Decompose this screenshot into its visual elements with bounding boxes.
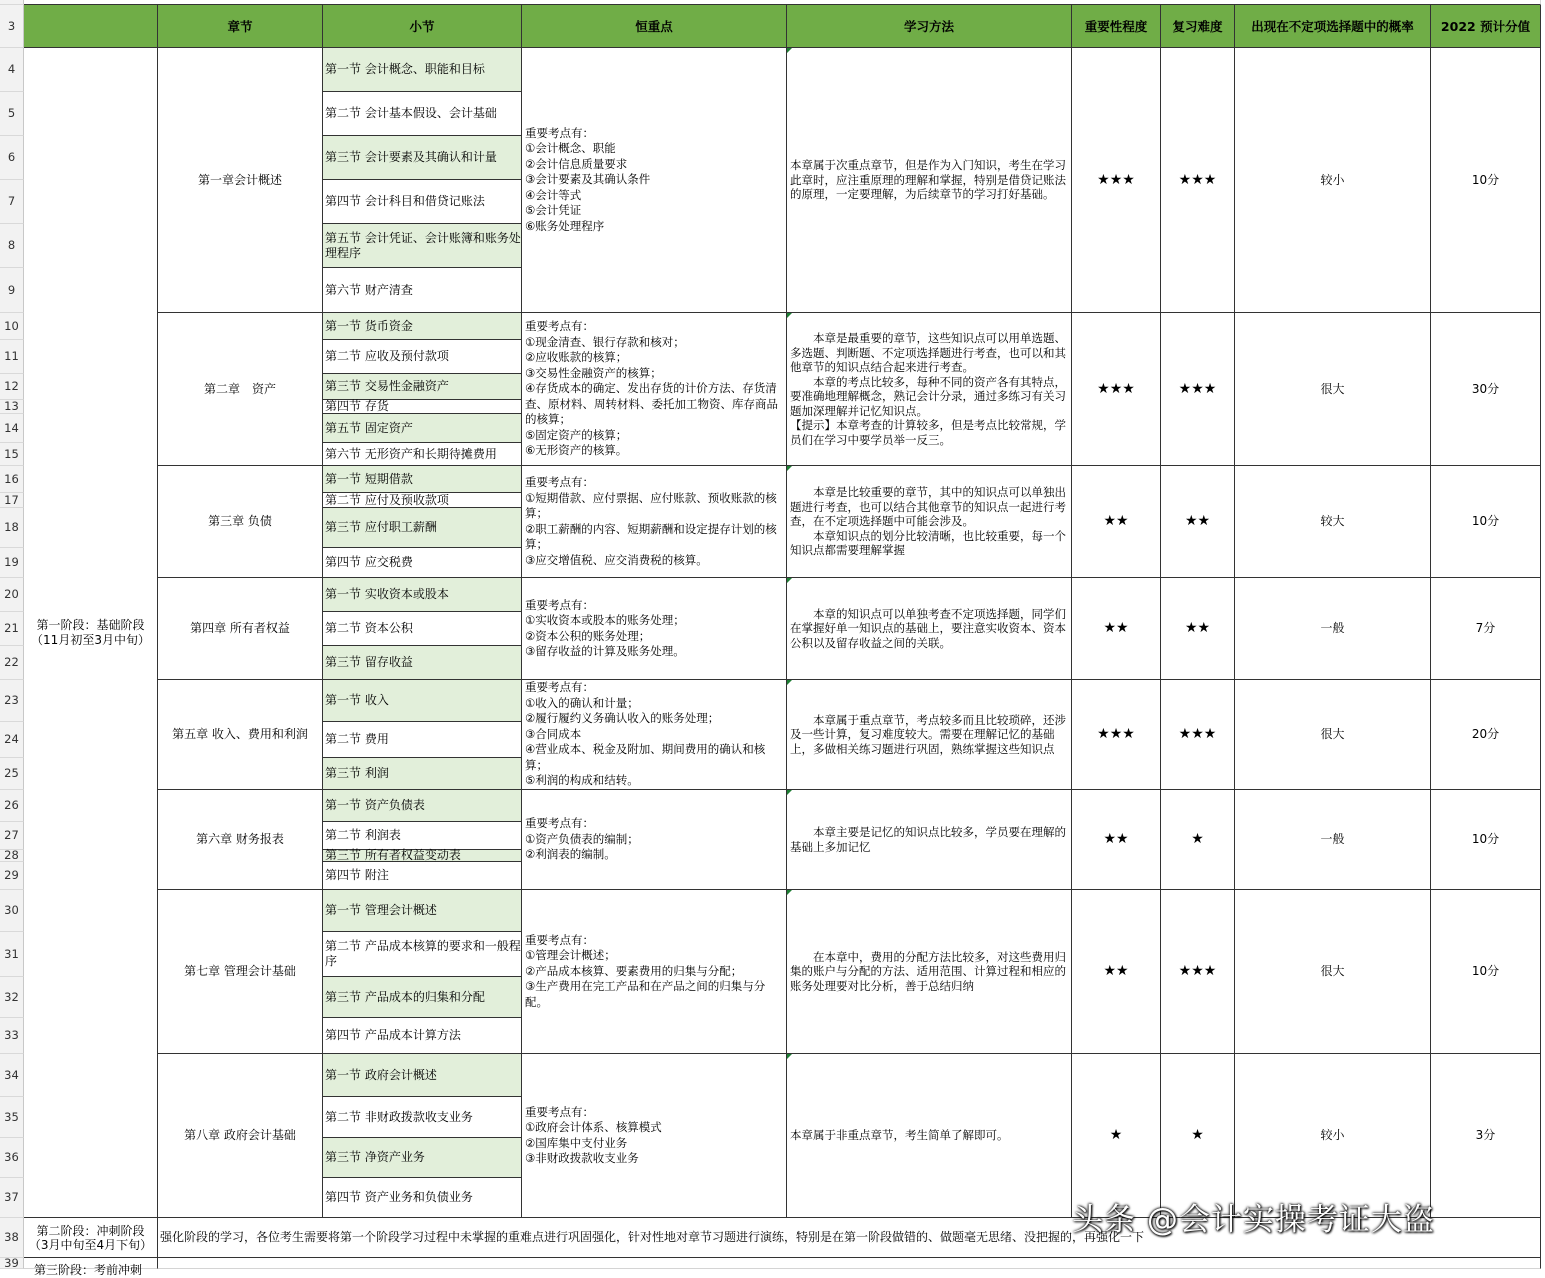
header-difficulty-text: 复习难度 <box>1172 18 1223 34</box>
score-cell-text: 10分 <box>1471 172 1500 187</box>
difficulty-cell-text: ★★★ <box>1178 380 1217 397</box>
key-points-cell[interactable] <box>522 313 787 466</box>
score-cell[interactable] <box>1431 890 1541 1054</box>
study-method-cell[interactable] <box>787 313 1072 466</box>
section-cell-text: 第二节 资本公积 <box>325 621 413 635</box>
section-cell-text: 第四节 会计科目和借贷记账法 <box>325 194 485 208</box>
header-section[interactable] <box>323 5 522 48</box>
row-header-21[interactable] <box>0 612 24 646</box>
row-header-10[interactable] <box>0 313 24 340</box>
section-cell[interactable] <box>323 977 522 1018</box>
chapter-name-cell-text: 第五章 收入、费用和利润 <box>172 727 308 741</box>
study-method-cell[interactable] <box>787 1054 1072 1218</box>
row-header-17[interactable] <box>0 493 24 508</box>
section-cell[interactable] <box>323 862 522 890</box>
section-cell-text: 第一节 政府会计概述 <box>325 1067 437 1082</box>
section-cell[interactable] <box>323 313 522 340</box>
section-cell[interactable] <box>323 414 522 443</box>
row-header-36[interactable] <box>0 1138 24 1178</box>
row-header-4-text: 4 <box>7 62 16 76</box>
row-header-26-text: 26 <box>4 798 19 812</box>
stage-3-cell[interactable] <box>24 1258 158 1277</box>
row-header-32-text: 32 <box>4 989 19 1004</box>
difficulty-cell-text: ★★★ <box>1178 171 1217 188</box>
probability-cell[interactable] <box>1235 466 1431 578</box>
chapter-name-cell[interactable] <box>158 578 323 680</box>
section-cell[interactable] <box>323 466 522 493</box>
importance-cell[interactable] <box>1072 890 1161 1054</box>
section-cell-text: 第二节 应付及预收款项 <box>325 492 449 507</box>
importance-cell-text: ★★★ <box>1097 171 1135 188</box>
key-points-cell[interactable] <box>522 48 787 313</box>
row-header-9[interactable] <box>0 268 24 313</box>
chapter-name-cell-text: 第二章 资产 <box>203 381 276 396</box>
row-header-27-text: 27 <box>4 828 19 842</box>
difficulty-cell[interactable] <box>1161 790 1235 890</box>
section-cell-text: 第三节 所有者权益变动表 <box>325 848 461 862</box>
header-key-points[interactable] <box>522 5 787 48</box>
key-points-cell-text: 重要考点有： ①收入的确认和计量； ②履行履约义务确认收入的账务处理； ③合同成本 ④营业成本、税金及附加、期间费用的确认和核算； ⑤利润的构成和结转。 <box>525 680 766 788</box>
score-cell-text: 10分 <box>1471 964 1500 978</box>
section-cell-text: 第三节 交易性金融资产 <box>325 379 449 393</box>
row-header-25[interactable] <box>0 758 24 790</box>
row-header-38[interactable] <box>0 1218 24 1258</box>
header-section-text: 小节 <box>409 18 435 34</box>
header-probability[interactable] <box>1235 5 1431 48</box>
row-header-17-text: 17 <box>4 492 19 507</box>
study-method-cell-text: 本章主要是记忆的知识点比较多，学员要在理解的基础上多加记忆 <box>790 825 1066 854</box>
section-cell-text: 第五节 固定资产 <box>325 420 413 435</box>
row-header-25-text: 25 <box>4 766 19 780</box>
comment-indicator <box>787 790 792 795</box>
chapter-name-cell[interactable] <box>158 1054 323 1218</box>
study-method-cell[interactable] <box>787 48 1072 313</box>
chapter-name-cell[interactable] <box>158 890 323 1054</box>
row-header-22[interactable] <box>0 646 24 680</box>
row-header-12-text: 12 <box>4 379 19 393</box>
row-header-7[interactable] <box>0 180 24 224</box>
section-cell-text: 第六节 财产清查 <box>325 282 413 297</box>
chapter-name-cell[interactable] <box>158 680 323 790</box>
probability-cell-text: 较小 <box>1320 1128 1345 1142</box>
row-header-7-text: 7 <box>7 194 16 208</box>
row-header-23[interactable] <box>0 680 24 722</box>
difficulty-cell-text: ★ <box>1191 1127 1204 1143</box>
row-header-32[interactable] <box>0 977 24 1018</box>
key-points-cell-text: 重要考点有： ①实收资本或股本的账务处理； ②资本公积的账务处理； ③留存收益的计算及账务处理。 <box>525 597 685 658</box>
section-cell[interactable] <box>323 612 522 646</box>
score-cell-text: 3分 <box>1475 1128 1496 1142</box>
key-points-cell[interactable] <box>522 466 787 578</box>
section-cell-text: 第二节 产品成本核算的要求和一般程序 <box>325 939 521 968</box>
key-points-cell[interactable] <box>522 680 787 790</box>
section-cell-text: 第一节 收入 <box>325 693 389 707</box>
probability-cell-text: 较小 <box>1320 172 1345 187</box>
comment-indicator <box>787 578 792 583</box>
importance-cell-text: ★★ <box>1103 513 1129 529</box>
chapter-name-cell-text: 第四章 所有者权益 <box>190 621 290 635</box>
probability-cell-text: 较大 <box>1320 514 1345 528</box>
section-cell[interactable] <box>323 850 522 862</box>
study-method-cell-text: 在本章中，费用的分配方法比较多，对这些费用归集的账户与分配的方法、适用范围、计算过程和相应的账务处理要对比分析，善于总结归纳 <box>790 949 1066 993</box>
row-header-36-text: 36 <box>4 1150 19 1164</box>
section-cell-text: 第六节 无形资产和长期待摊费用 <box>325 446 497 461</box>
header-method-text: 学习方法 <box>903 18 954 34</box>
score-cell-text: 10分 <box>1471 514 1500 528</box>
chapter-name-cell-text: 第一章会计概述 <box>197 172 282 187</box>
comment-indicator <box>787 1054 792 1059</box>
section-cell-text: 第四节 产品成本计算方法 <box>325 1028 461 1042</box>
header-chapter[interactable] <box>158 5 323 48</box>
importance-cell-text: ★ <box>1109 1127 1123 1143</box>
probability-cell[interactable] <box>1235 790 1431 890</box>
section-cell[interactable] <box>323 646 522 680</box>
row-header-28-text: 28 <box>4 848 19 862</box>
key-points-cell-text: 重要考点有： ①会计概念、职能 ②会计信息质量要求 ③会计要素及其确认条件 ④会计等式 ⑤会计凭证 ⑥账务处理程序 <box>525 125 651 233</box>
section-cell[interactable] <box>323 224 522 268</box>
section-cell[interactable] <box>323 136 522 180</box>
difficulty-cell[interactable] <box>1161 578 1235 680</box>
section-cell-text: 第二节 非财政拨款收支业务 <box>325 1109 473 1124</box>
row-header-16-text: 16 <box>4 471 19 486</box>
section-cell-text: 第三节 会计要素及其确认和计量 <box>325 150 497 164</box>
row-header-38-text: 38 <box>4 1230 19 1244</box>
row-header-8-text: 8 <box>7 238 16 252</box>
score-cell[interactable] <box>1431 313 1541 466</box>
importance-cell-text: ★★ <box>1103 620 1129 636</box>
row-header-21-text: 21 <box>4 621 19 635</box>
section-cell-text: 第五节 会计凭证、会计账簿和账务处理程序 <box>325 230 521 260</box>
key-points-cell[interactable] <box>522 578 787 680</box>
row-header-12[interactable] <box>0 374 24 400</box>
chapter-name-cell[interactable] <box>158 790 323 890</box>
row-header-26[interactable] <box>0 790 24 822</box>
header-method[interactable] <box>787 5 1072 48</box>
header-score[interactable] <box>1431 5 1541 48</box>
row-header-11-text: 11 <box>4 349 19 363</box>
difficulty-cell-text: ★★★ <box>1178 726 1217 742</box>
section-cell[interactable] <box>323 722 522 758</box>
stage-2-cell-text: 第二阶段：冲刺阶段 （3月中旬至4月下旬） <box>28 1223 153 1252</box>
comment-indicator <box>787 466 792 471</box>
section-cell-text: 第三节 利润 <box>325 766 389 780</box>
stage-2-description-cell-text: 强化阶段的学习，各位考生需要将第一个阶段学习过程中未掌握的重难点进行巩固强化，针对性地对章节习题进行演练，特别是在第一阶段做错的、做题毫无思绪、没把握的，再强化一下 <box>160 1230 1145 1244</box>
section-cell[interactable] <box>323 443 522 466</box>
chapter-name-cell[interactable] <box>158 48 323 313</box>
section-cell-text: 第一节 短期借款 <box>325 471 413 486</box>
row-header-37[interactable] <box>0 1178 24 1218</box>
importance-cell-text: ★★★ <box>1097 726 1135 742</box>
study-method-cell[interactable] <box>787 890 1072 1054</box>
row-header-5[interactable] <box>0 92 24 136</box>
importance-cell[interactable] <box>1072 680 1161 790</box>
header-importance[interactable] <box>1072 5 1161 48</box>
probability-cell[interactable] <box>1235 890 1431 1054</box>
section-cell-text: 第四节 应交税费 <box>325 555 413 569</box>
section-cell[interactable] <box>323 1178 522 1218</box>
section-cell[interactable] <box>323 1054 522 1097</box>
row-header-6-text: 6 <box>7 150 16 164</box>
difficulty-cell-text: ★★★ <box>1178 963 1217 979</box>
section-cell[interactable] <box>323 1097 522 1138</box>
section-cell-text: 第一节 货币资金 <box>325 318 413 333</box>
probability-cell-text: 很大 <box>1320 727 1345 741</box>
study-method-cell[interactable] <box>787 790 1072 890</box>
row-header-5-text: 5 <box>7 106 16 120</box>
section-cell-text: 第二节 费用 <box>325 732 389 746</box>
section-cell[interactable] <box>323 493 522 508</box>
probability-cell[interactable] <box>1235 313 1431 466</box>
row-header-22-text: 22 <box>4 655 19 669</box>
stage-2-cell[interactable] <box>24 1218 158 1258</box>
chapter-name-cell-text: 第八章 政府会计基础 <box>184 1128 296 1142</box>
row-header-37-text: 37 <box>4 1190 19 1204</box>
section-cell[interactable] <box>323 508 522 548</box>
importance-cell[interactable] <box>1072 48 1161 313</box>
difficulty-cell[interactable] <box>1161 48 1235 313</box>
key-points-cell-text: 重要考点有： ①管理会计概述； ②产品成本核算、要素费用的归集与分配； ③生产费用在完工产品和在产品之间的归集与分配。 <box>525 932 766 1009</box>
probability-cell-text: 一般 <box>1320 832 1345 846</box>
score-cell[interactable] <box>1431 466 1541 578</box>
key-points-cell-text: 重要考点有： ①政府会计体系、核算模式 ②国库集中支付业务 ③非财政拨款收支业务 <box>525 1104 662 1165</box>
section-cell-text: 第四节 资产业务和负债业务 <box>325 1190 473 1204</box>
section-cell[interactable] <box>323 1018 522 1054</box>
row-header-11[interactable] <box>0 340 24 374</box>
row-header-24[interactable] <box>0 722 24 758</box>
section-cell-text: 第三节 净资产业务 <box>325 1150 425 1164</box>
section-cell[interactable] <box>323 578 522 612</box>
chapter-name-cell[interactable] <box>158 313 323 466</box>
section-cell-text: 第二节 应收及预付款项 <box>325 349 449 363</box>
row-header-20-text: 20 <box>4 587 19 601</box>
stage-3-cell-text: 第三阶段：考前冲刺 <box>34 1263 143 1277</box>
study-method-cell[interactable] <box>787 680 1072 790</box>
row-header-24-text: 24 <box>4 732 19 746</box>
section-cell-text: 第四节 附注 <box>325 868 389 882</box>
study-method-cell[interactable] <box>787 578 1072 680</box>
row-header-19-text: 19 <box>4 555 19 569</box>
difficulty-cell[interactable] <box>1161 466 1235 578</box>
row-header-13-text: 13 <box>4 399 19 413</box>
row-header-9-text: 9 <box>7 282 16 297</box>
probability-cell[interactable] <box>1235 48 1431 313</box>
section-cell[interactable] <box>323 400 522 414</box>
score-cell[interactable] <box>1431 680 1541 790</box>
difficulty-cell-text: ★ <box>1191 831 1204 847</box>
stage-1-cell-text: 第一阶段：基础阶段 （11月初至3月中旬） <box>31 617 150 647</box>
comment-indicator <box>787 680 792 685</box>
chapter-name-cell[interactable] <box>158 466 323 578</box>
section-cell[interactable] <box>323 932 522 977</box>
study-method-cell-text: 本章的知识点可以单独考查不定项选择题，同学们在掌握好单一知识点的基础上，要注意实收资本、资本公积以及留存收益之间的关联。 <box>790 606 1066 650</box>
header-key-points-text: 恒重点 <box>635 18 673 34</box>
row-header-19[interactable] <box>0 548 24 578</box>
section-cell-text: 第四节 存货 <box>325 399 389 413</box>
stage-1-cell[interactable] <box>24 48 158 1218</box>
section-cell-text: 第一节 会计概念、职能和目标 <box>325 62 485 76</box>
row-header-29[interactable] <box>0 862 24 890</box>
header-stage[interactable] <box>24 5 158 48</box>
section-cell[interactable] <box>323 758 522 790</box>
difficulty-cell-text: ★★ <box>1184 513 1211 529</box>
row-header-30-text: 30 <box>4 903 19 917</box>
row-header-18-text: 18 <box>4 520 19 534</box>
comment-indicator <box>787 313 792 318</box>
row-header-18[interactable] <box>0 508 24 548</box>
section-cell[interactable] <box>323 340 522 374</box>
row-header-23-text: 23 <box>4 693 19 707</box>
section-cell-text: 第二节 利润表 <box>325 828 401 842</box>
row-header-3[interactable] <box>0 5 24 48</box>
key-points-cell-text: 重要考点有： ①短期借款、应付票据、应付账款、预收账款的核算； ②职工薪酬的内容、短期薪酬和设定提存计划的核算； ③应交增值税、应交消费税的核算。 <box>525 475 777 567</box>
score-cell-text: 10分 <box>1471 832 1500 846</box>
row-header-14-text: 14 <box>4 420 19 435</box>
row-header-27[interactable] <box>0 822 24 850</box>
score-cell-text: 30分 <box>1471 381 1500 396</box>
row-header-35[interactable] <box>0 1097 24 1138</box>
section-cell[interactable] <box>323 680 522 722</box>
row-header-33[interactable] <box>0 1018 24 1054</box>
section-cell-text: 第一节 管理会计概述 <box>325 903 437 917</box>
row-header-4[interactable] <box>0 48 24 92</box>
importance-cell-text: ★★★ <box>1097 380 1135 397</box>
section-cell[interactable] <box>323 180 522 224</box>
section-cell[interactable] <box>323 790 522 822</box>
section-cell-text: 第一节 实收资本或股本 <box>325 587 449 601</box>
row-header-31[interactable] <box>0 932 24 977</box>
row-header-39[interactable] <box>0 1255 24 1270</box>
probability-cell-text: 很大 <box>1320 964 1345 978</box>
row-header-6[interactable] <box>0 136 24 180</box>
section-cell[interactable] <box>323 1138 522 1178</box>
key-points-cell[interactable] <box>522 790 787 890</box>
row-header-3-text: 3 <box>7 18 16 33</box>
section-cell[interactable] <box>323 822 522 850</box>
header-importance-text: 重要性程度 <box>1084 18 1148 34</box>
section-cell[interactable] <box>323 548 522 578</box>
section-cell-text: 第一节 资产负债表 <box>325 798 425 812</box>
comment-indicator <box>787 48 792 53</box>
row-header-33-text: 33 <box>4 1028 19 1042</box>
key-points-cell-text: 重要考点有： ①资产负债表的编制； ②利润表的编制。 <box>525 816 639 862</box>
section-cell-text: 第二节 会计基本假设、会计基础 <box>325 106 497 120</box>
importance-cell[interactable] <box>1072 313 1161 466</box>
row-header-34-text: 34 <box>4 1067 19 1082</box>
key-points-cell[interactable] <box>522 890 787 1054</box>
row-header-34[interactable] <box>0 1054 24 1097</box>
score-cell-text: 7分 <box>1475 621 1496 635</box>
row-header-13[interactable] <box>0 400 24 414</box>
importance-cell[interactable] <box>1072 466 1161 578</box>
importance-cell-text: ★★ <box>1103 831 1129 847</box>
difficulty-cell[interactable] <box>1161 313 1235 466</box>
row-header-15-text: 15 <box>4 446 19 461</box>
study-method-cell-text: 本章属于非重点章节，考生简单了解即可。 <box>790 1128 1009 1143</box>
section-cell[interactable] <box>323 374 522 400</box>
section-cell[interactable] <box>323 92 522 136</box>
row-header-10-text: 10 <box>4 318 19 333</box>
row-header-16[interactable] <box>0 466 24 493</box>
chapter-name-cell-text: 第七章 管理会计基础 <box>184 964 296 978</box>
stage-3-description-cell[interactable] <box>158 1258 1541 1269</box>
importance-cell[interactable] <box>1072 578 1161 680</box>
study-method-cell-text: 本章是比较重要的章节，其中的知识点可以单独出题进行考查，也可以结合其他章节的知识点一起进行考查，在不定项选择题中可能会涉及。 本章知识点的划分比较清晰，也比较重要，每一个知识点都需要理解掌握 <box>790 485 1066 558</box>
study-method-cell-text: 本章是最重要的章节，这些知识点可以用单选题、多选题、判断题、不定项选择题进行考查，也可以和其他章节的知识点结合起来进行考查。 本章的考点比较多，每种不同的资产各有其特点，要准确地理解概念，熟记会计分录，通过多练习有关习题加深理解并记忆知识点。 【提示】本章考查的计算较多，但是考点比较常规，学员们在学习中要学员举一反三。 <box>790 331 1066 447</box>
header-difficulty[interactable] <box>1161 5 1235 48</box>
probability-cell[interactable] <box>1235 680 1431 790</box>
section-cell[interactable] <box>323 268 522 313</box>
importance-cell[interactable] <box>1072 790 1161 890</box>
section-cell-text: 第三节 应付职工薪酬 <box>325 520 437 534</box>
row-header-14[interactable] <box>0 414 24 443</box>
row-header-29-text: 29 <box>4 868 19 882</box>
header-score-text: 2022 预计分值 <box>1440 18 1531 34</box>
probability-cell-text: 一般 <box>1320 621 1345 635</box>
probability-cell[interactable] <box>1235 578 1431 680</box>
key-points-cell-text: 重要考点有： ①现金清查、银行存款和核对； ②应收账款的核算； ③交易性金融资产的核算； ④存货成本的确定、发出存货的计价方法、存货清查、原材料、周转材料、委托加工物资、库存商品的核算； ⑤固定资产的核算； ⑥无形资产的核算。 <box>525 319 778 458</box>
row-header-35-text: 35 <box>4 1109 19 1124</box>
watermark: 头条 @会计实操考证大盗 <box>1072 1202 1435 1238</box>
header-probability-text: 出现在不定项选择题中的概率 <box>1251 18 1414 34</box>
score-cell[interactable] <box>1431 790 1541 890</box>
score-cell[interactable] <box>1431 48 1541 313</box>
section-cell-text: 第三节 留存收益 <box>325 655 413 669</box>
section-cell[interactable] <box>323 890 522 932</box>
key-points-cell[interactable] <box>522 1054 787 1218</box>
difficulty-cell-text: ★★ <box>1184 620 1211 636</box>
score-cell-text: 20分 <box>1471 727 1500 741</box>
score-cell[interactable] <box>1431 1054 1541 1218</box>
section-cell[interactable] <box>323 48 522 92</box>
row-header-15[interactable] <box>0 443 24 466</box>
section-cell-text: 第三节 产品成本的归集和分配 <box>325 989 485 1004</box>
row-header-20[interactable] <box>0 578 24 612</box>
difficulty-cell[interactable] <box>1161 680 1235 790</box>
chapter-name-cell-text: 第三章 负债 <box>208 514 272 528</box>
row-header-39-text: 39 <box>4 1255 19 1270</box>
row-header-30[interactable] <box>0 890 24 932</box>
header-chapter-text: 章节 <box>227 18 253 34</box>
study-method-cell-text: 本章属于次重点章节，但是作为入门知识，考生在学习此章时，应注重原理的理解和掌握，特别是借贷记账法的原理，一定要理解，为后续章节的学习打好基础。 <box>790 158 1066 202</box>
comment-indicator <box>787 890 792 895</box>
row-header-8[interactable] <box>0 224 24 268</box>
study-method-cell[interactable] <box>787 466 1072 578</box>
study-method-cell-text: 本章属于重点章节，考点较多而且比较琐碎，还涉及一些计算，复习难度较大。需要在理解记忆的基础上，多做相关练习题进行巩固，熟练掌握这些知识点 <box>790 712 1066 756</box>
row-header-31-text: 31 <box>4 946 19 961</box>
score-cell[interactable] <box>1431 578 1541 680</box>
probability-cell-text: 很大 <box>1320 381 1345 396</box>
difficulty-cell[interactable] <box>1161 890 1235 1054</box>
row-header-28[interactable] <box>0 850 24 862</box>
importance-cell-text: ★★ <box>1103 963 1129 979</box>
chapter-name-cell-text: 第六章 财务报表 <box>196 832 284 846</box>
